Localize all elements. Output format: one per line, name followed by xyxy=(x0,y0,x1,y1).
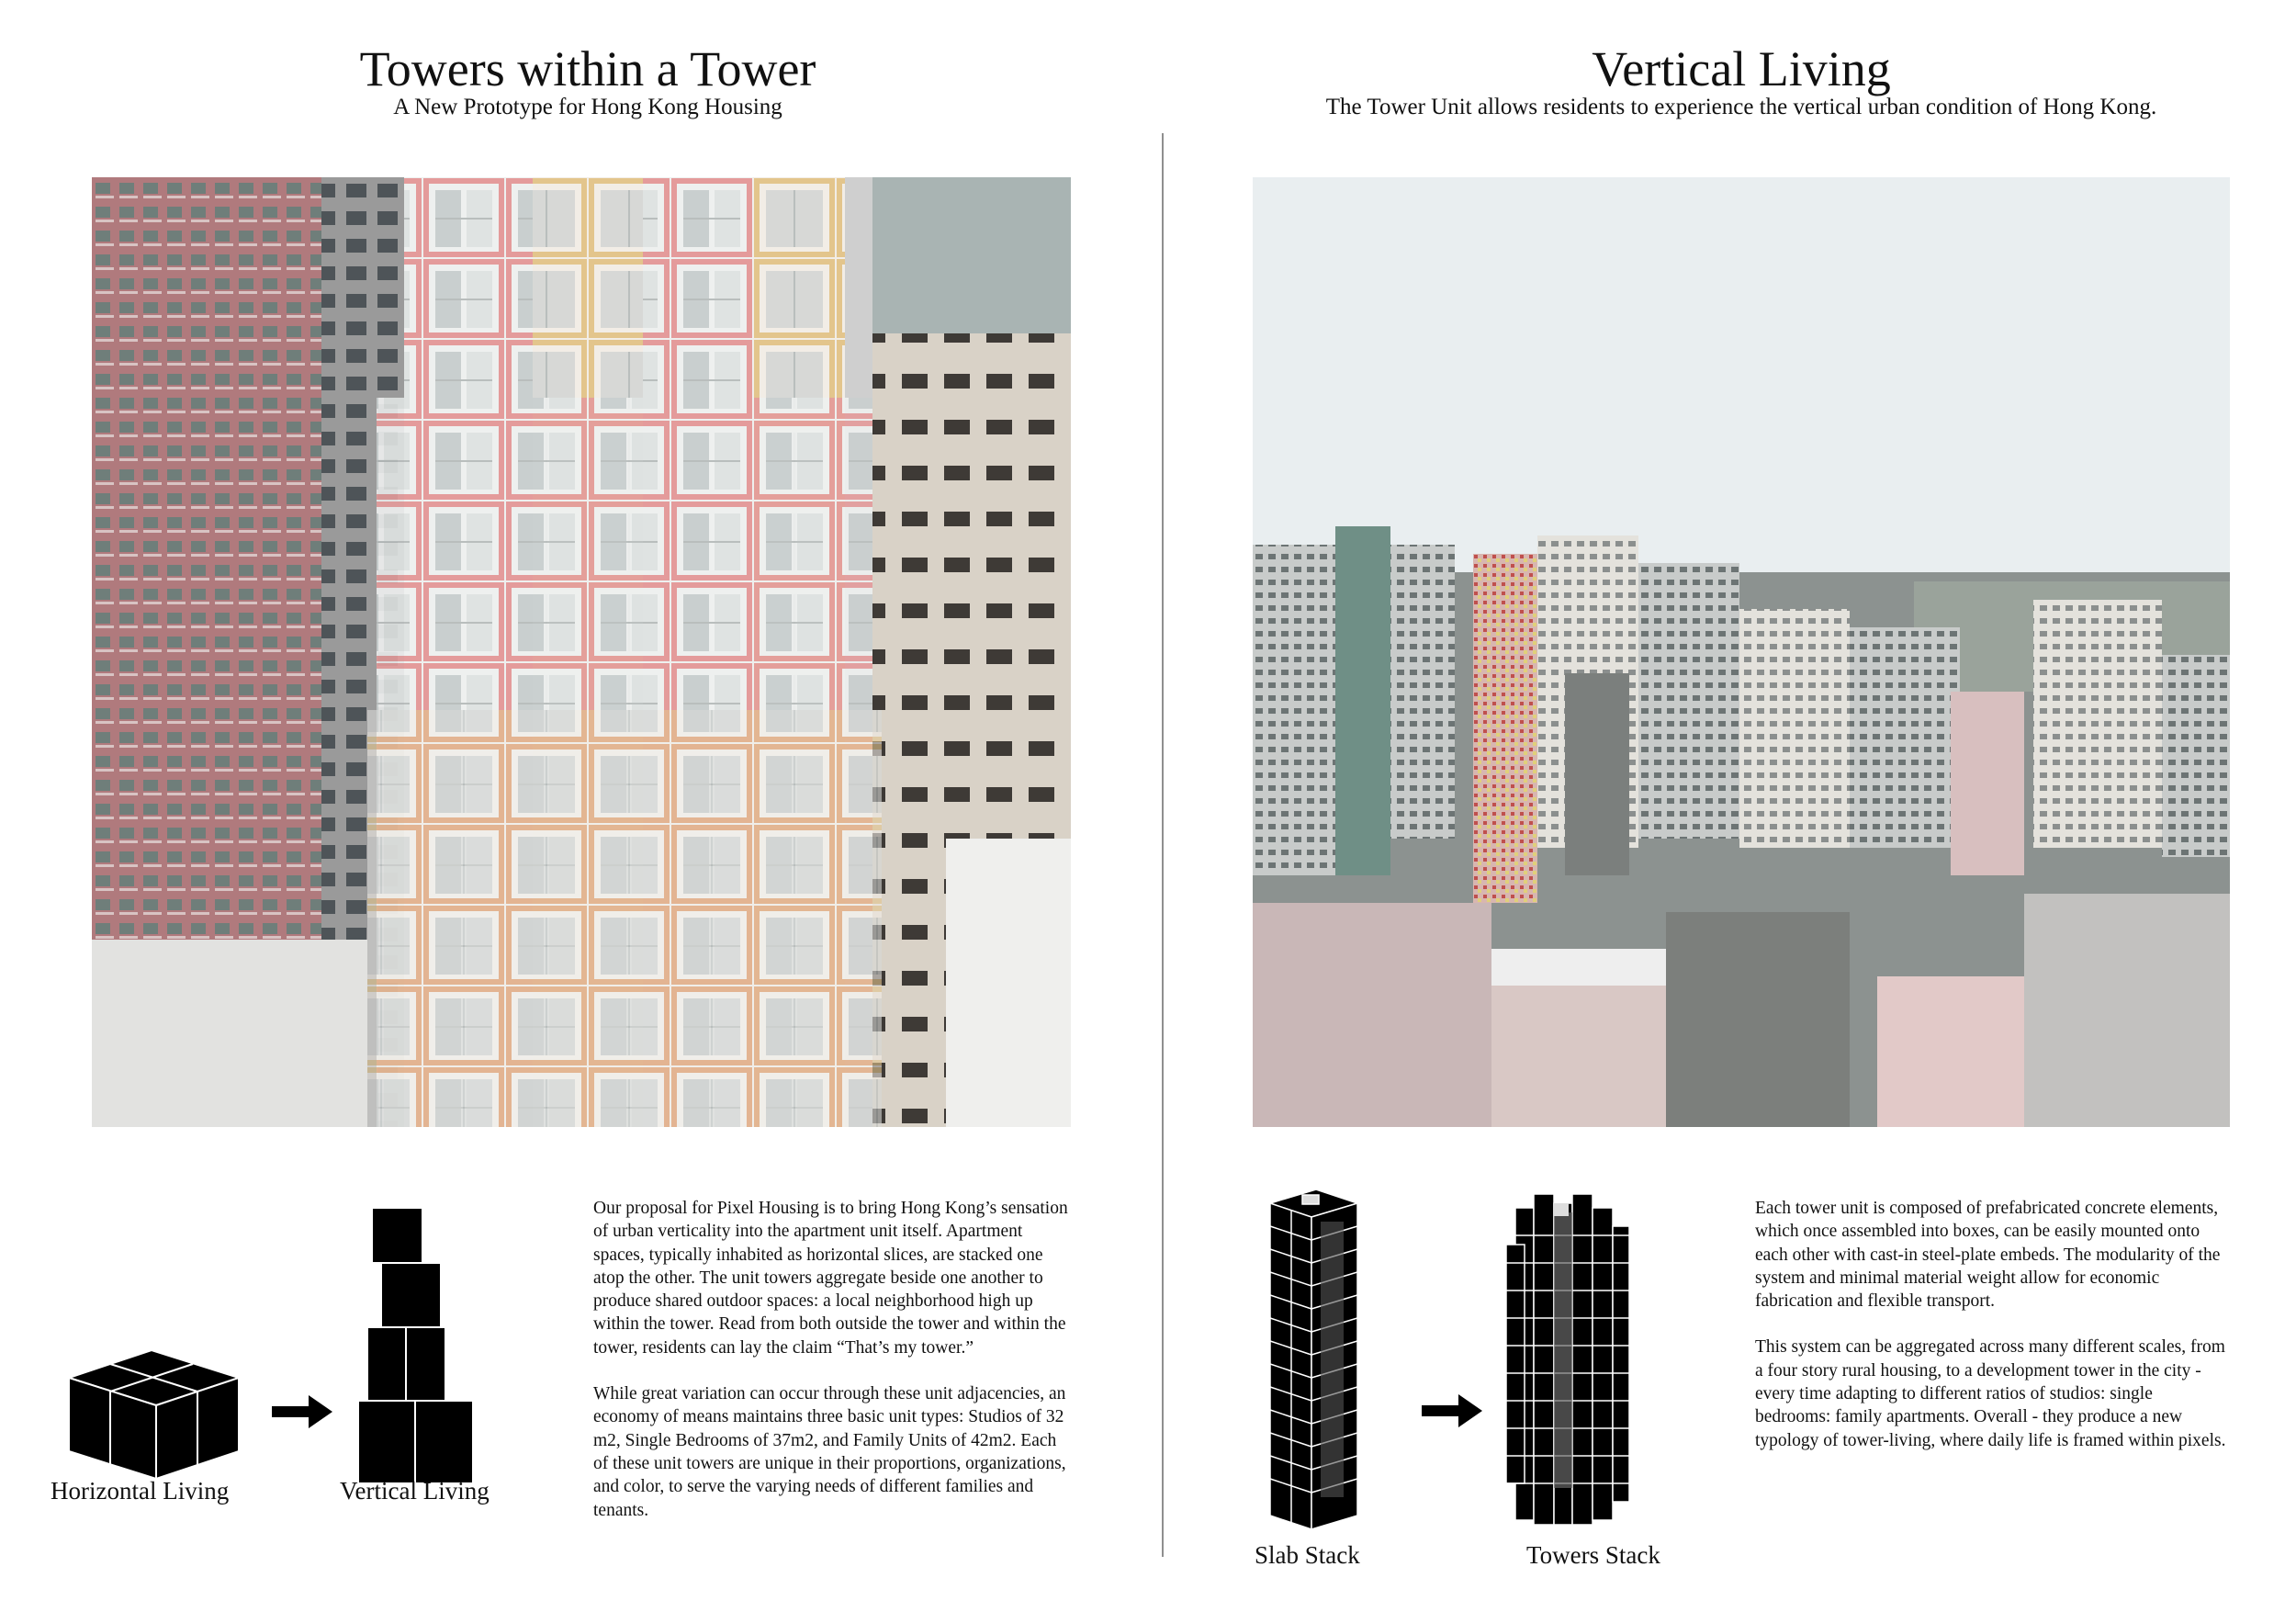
horizontal-living-caption: Horizontal Living xyxy=(51,1477,230,1505)
towers-stack-diagram xyxy=(1506,1189,1639,1529)
left-subtitle: A New Prototype for Hong Kong Housing xyxy=(393,95,782,119)
right-paragraph-1: Each tower unit is composed of prefabricated concrete elements, which once assembled into boxes, can be easily mounted onto each other with cast-in steel-plate embeds. The modularity of the system and minimal material weight allow for economic fabrication and flexible transport. xyxy=(1755,1199,2221,1312)
slab-stack-diagram xyxy=(1266,1185,1362,1534)
vertical-living-diagram xyxy=(354,1203,478,1488)
horizontal-living-diagram xyxy=(64,1346,248,1483)
left-paragraph-2: While great variation can occur through these unit adjacencies, an economy of means maintains three basic unit types: Studios of 32 m2, Single Bedrooms of 37m2, and Family Units of 42m2. Each of these unit towers are unique in their proportions, organizations, and color, to serve the varying needs of different families and tenants. xyxy=(593,1384,1066,1520)
arrow-icon xyxy=(1422,1392,1482,1429)
towers-stack-caption: Towers Stack xyxy=(1526,1541,1660,1569)
left-paragraph-1: Our proposal for Pixel Housing is to bring Hong Kong’s sensation of urban verticality into the apartment unit itself. Apartment spaces, typically inhabited as horizontal slices, are stacked one atop the other. The unit towers aggregate beside one another to produce shared outdoor spaces: a local neighborhood high up within the tower. Read from both outside the tower and within the tower, residents can lay the claim “That’s my tower.” xyxy=(593,1199,1068,1358)
left-body-text xyxy=(593,1197,1071,1545)
right-paragraph-2: This system can be aggregated across many different scales, from a four story rural housing, to a development tower in the city - every time adapting to different ratios of studios: single bedrooms: family apartments. Overall - they produce a new typology of tower-living, where daily life is framed within pixels. xyxy=(1755,1337,2226,1450)
right-body-text xyxy=(1755,1197,2233,1475)
left-title: Towers within a Tower xyxy=(359,41,816,96)
slab-stack-caption: Slab Stack xyxy=(1255,1541,1360,1569)
right-subtitle: The Tower Unit allows residents to experience the vertical urban condition of Hong Kong. xyxy=(1325,95,2157,119)
right-title: Vertical Living xyxy=(1592,41,1891,96)
tower-rendering-image xyxy=(92,177,1071,1127)
arrow-icon xyxy=(272,1393,332,1430)
page-divider xyxy=(1162,133,1164,1557)
city-skyline-image xyxy=(1253,177,2230,1127)
vertical-living-caption: Vertical Living xyxy=(340,1477,490,1505)
